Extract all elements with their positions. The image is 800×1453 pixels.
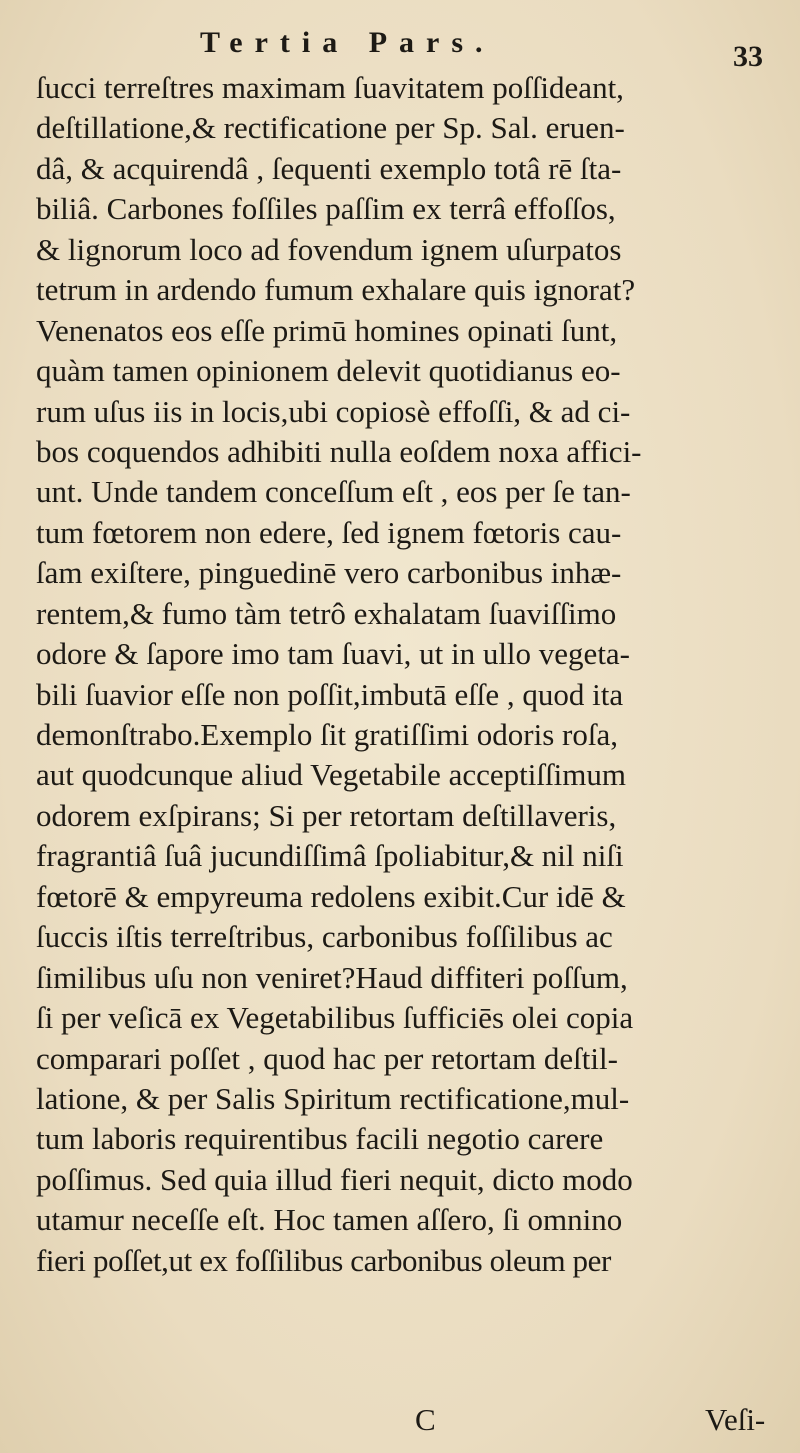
text-line: bili ſuavior eſſe non poſſit,imbutā eſſe , quod ita bbox=[36, 676, 624, 712]
text-line: tum laboris requirentibus facili negotio carere bbox=[36, 1121, 604, 1157]
text-line: odorem exſpirans; Si per retortam deſtillaveris, bbox=[36, 797, 617, 833]
text-line: unt. Unde tandem conceſſum eſt , eos per ſe tan- bbox=[36, 474, 631, 510]
body-text bbox=[36, 68, 796, 1281]
text-line: ſuccis iſtis terreſtribus, carbonibus foſſilibus ac bbox=[36, 919, 613, 955]
text-line: odore & ſapore imo tam ſuavi, ut in ullo vegeta- bbox=[36, 636, 631, 672]
text-line: fragrantiâ ſuâ jucundiſſimâ ſpoliabitur,& nil niſi bbox=[36, 838, 624, 874]
running-head: Tertia Pars. bbox=[200, 26, 495, 59]
text-line: rum uſus iis in locis,ubi copiosè effoſſi, & ad ci- bbox=[36, 393, 631, 429]
text-line: fieri poſſet,ut ex foſſilibus carbonibus oleum per bbox=[36, 1242, 611, 1278]
text-line: dâ, & acquirendâ , ſequenti exemplo totâ rē ſta- bbox=[36, 150, 622, 186]
text-line: rentem,& fumo tàm tetrô exhalatam ſuaviſſimo bbox=[36, 595, 617, 631]
text-line: ſam exiſtere, pinguedinē vero carbonibus inhæ- bbox=[36, 555, 622, 591]
text-line: comparari poſſet , quod hac per retortam deſtil- bbox=[36, 1040, 618, 1076]
page-header bbox=[0, 18, 800, 73]
text-line: bos coquendos adhibiti nulla eoſdem noxa affici- bbox=[36, 433, 642, 469]
catchword: Veſi- bbox=[705, 1402, 766, 1437]
text-line: Venenatos eos eſſe primū homines opinati ſunt, bbox=[36, 312, 618, 348]
text-line: biliâ. Carbones foſſiles paſſim ex terrâ effoſſos, bbox=[36, 191, 616, 227]
text-line: fœtorē & empyreuma redolens exibit.Cur idē & bbox=[36, 878, 626, 914]
text-line: tetrum in ardendo fumum exhalare quis ignorat? bbox=[36, 272, 636, 308]
text-line: aut quodcunque aliud Vegetabile acceptiſſimum bbox=[36, 757, 626, 793]
text-line: & lignorum loco ad fovendum ignem uſurpatos bbox=[36, 231, 622, 267]
text-line: utamur neceſſe eſt. Hoc tamen aſſero, ſi omnino bbox=[36, 1202, 623, 1238]
text-line: ſucci terreſtres maximam ſuavitatem poſſideant, bbox=[36, 70, 624, 105]
text-line: quàm tamen opinionem delevit quotidianus eo- bbox=[36, 353, 621, 389]
text-line: deſtillatione,& rectificatione per Sp. Sal. eruen- bbox=[36, 110, 625, 146]
text-line: poſſimus. Sed quia illud fieri nequit, dicto modo bbox=[36, 1161, 633, 1197]
text-line: tum fœtorem non edere, ſed ignem fœtoris cau- bbox=[36, 514, 622, 550]
text-line: ſimilibus uſu non veniret?Haud diffiteri poſſum, bbox=[36, 959, 628, 995]
signature-mark: C bbox=[415, 1402, 436, 1437]
page-footer bbox=[0, 1402, 800, 1442]
text-line: ſi per veſicā ex Vegetabilibus ſufficiēs olei copia bbox=[36, 1000, 634, 1036]
text-line: latione, & per Salis Spiritum rectificatione,mul- bbox=[36, 1080, 630, 1116]
page-number: 33 bbox=[733, 40, 763, 73]
text-line: demonſtrabo.Exemplo ſit gratiſſimi odoris roſa, bbox=[36, 717, 619, 752]
